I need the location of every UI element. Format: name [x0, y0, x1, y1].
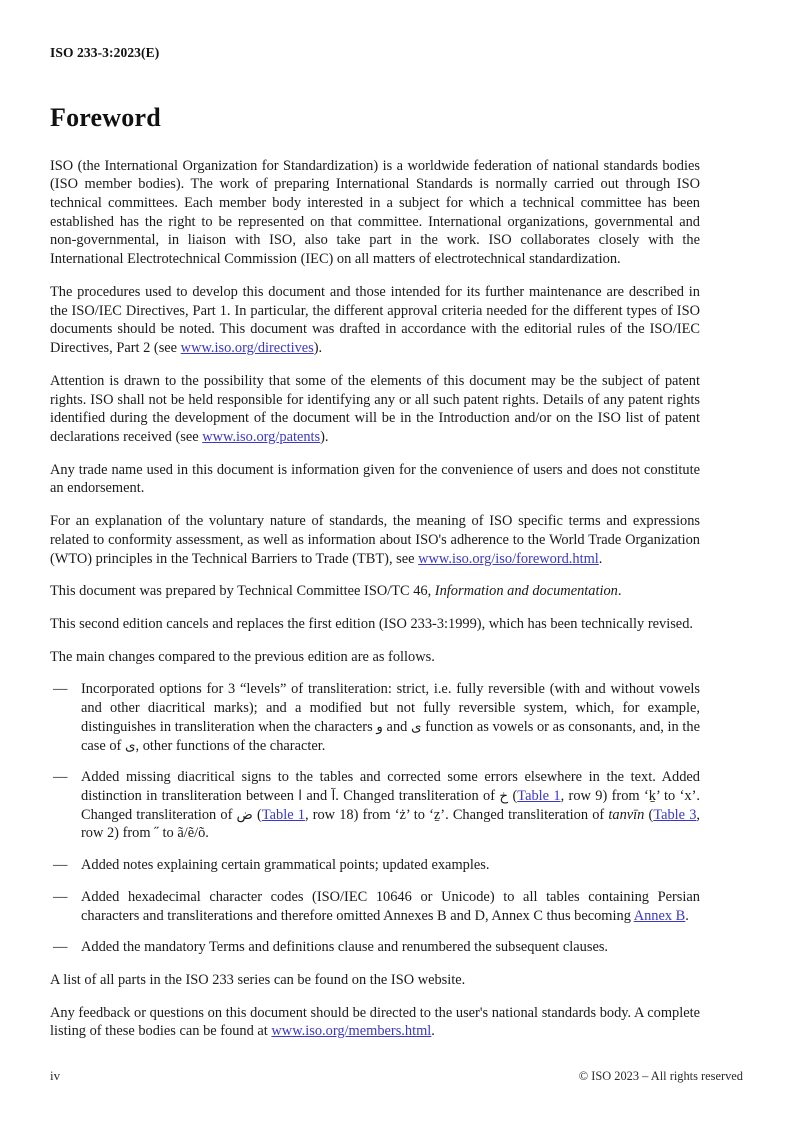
link-table-3[interactable]: Table 3	[653, 806, 697, 823]
list-item	[50, 938, 700, 957]
paragraph-text-tail: .	[617, 583, 622, 600]
paragraph-text: The main changes compared to the previous edition are as follows.	[50, 648, 435, 665]
list-item-text: Added hexadecimal character codes (ISO/IEC 10646 or Unicode) to all tables containing Persian characters and transliterations and therefore omitted Annexes B and D, Annex C thus becoming	[81, 888, 700, 924]
committee-title-italic: Information and documentation	[434, 583, 618, 600]
list-item-text: (	[252, 806, 262, 823]
list-dash-marker: —	[53, 681, 68, 698]
list-item-text: , row 18) from ‘ż’ to ‘ẕ’. Changed transliteration of	[304, 806, 609, 823]
paragraph-trade-name	[50, 461, 700, 498]
document-header-standard-number: ISO 233-3:2023(E)	[50, 45, 160, 60]
link-iso-patents[interactable]: www.iso.org/patents	[202, 428, 321, 445]
paragraph-text: A list of all parts in the ISO 233 series can be found on the ISO website.	[50, 972, 466, 989]
paragraph-text: Attention is drawn to the possibility that some of the elements of this document may be the subject of patent rights. ISO shall not be held responsible for identifying any or all such patent rights. Details of any patent rights identified during the development of the document will be in the Introduction and/or on the ISO list of patent declarations received (see	[50, 372, 700, 445]
list-item-text: Incorporated options for 3 “levels” of transliteration: strict, i.e. fully reversible (with and without vowels and other diacritical marks); and a modified but not fully reversible system, which, for example, distinguishes in transliteration when the characters	[81, 681, 700, 735]
list-item-text: . Changed transliteration of	[335, 788, 500, 804]
document-body	[50, 104, 700, 1055]
paragraph-text: This document was prepared by Technical Committee ISO/TC 46,	[50, 583, 435, 600]
link-table-1[interactable]: Table 1	[517, 788, 561, 804]
link-iso-foreword[interactable]: www.iso.org/iso/foreword.html	[418, 550, 599, 567]
paragraph-procedures	[50, 283, 700, 358]
document-footer	[50, 1068, 743, 1086]
paragraph-main-changes-intro	[50, 648, 700, 667]
arabic-char-alef-madda: آ	[331, 788, 336, 804]
paragraph-text: ISO (the International Organization for Standardization) is a worldwide federation of national standards bodies (ISO member bodies). The work of preparing International Standards is normally carried out through ISO technical committees. Each member body interested in a subject for which a technical committee has been established has the right to be represented on that committee. International organizations, governmental and non-governmental, in liaison with ISO, also take part in the work. ISO collaborates closely with the International Electrotechnical Commission (IEC) on all matters of electrotechnical standardization.	[50, 157, 700, 268]
arabic-char-yeh-2: ی	[124, 737, 136, 754]
list-item-text: and	[382, 718, 412, 735]
paragraph-all-parts	[50, 971, 700, 990]
list-item-text: , other functions of the character.	[135, 737, 326, 754]
arabic-char-yeh: ی	[411, 718, 422, 735]
arabic-char-alef: ا	[298, 788, 303, 804]
paragraph-text: The procedures used to develop this document and those intended for its further maintenance are described in the ISO/IEC Directives, Part 1. In particular, the different approval criteria needed for the different types of ISO documents should be noted. This document was drafted in accordance with the editorial rules of the ISO/IEC Directives, Part 2 (see	[50, 283, 700, 357]
paragraph-text-tail: ).	[320, 428, 329, 445]
link-iso-members[interactable]: www.iso.org/members.html	[271, 1023, 432, 1040]
paragraph-patent-rights	[50, 372, 700, 447]
list-dash-marker: —	[53, 769, 68, 786]
list-dash-marker: —	[53, 888, 68, 905]
list-item-text: and	[302, 788, 332, 804]
paragraph-text: For an explanation of the voluntary nature of standards, the meaning of ISO specific terms and expressions related to conformity assessment, as well as information about ISO's adherence to the World Trade Organization (WTO) principles in the Technical Barriers to Trade (TBT), see	[50, 513, 700, 567]
paragraph-second-edition	[50, 615, 700, 634]
arabic-char-waw: و	[376, 718, 383, 735]
link-table-1-second[interactable]: Table 1	[261, 806, 305, 823]
link-iso-directives[interactable]: www.iso.org/directives	[180, 340, 314, 357]
list-item-text: Added the mandatory Terms and definitions clause and renumbered the subsequent clauses.	[81, 939, 609, 956]
term-tanvin-italic: tanvīn	[608, 806, 645, 823]
list-item	[50, 888, 700, 925]
list-dash-marker: —	[53, 939, 68, 956]
list-item-text: Added notes explaining certain grammatical points; updated examples.	[81, 857, 490, 874]
arabic-char-khe: خ	[499, 788, 509, 804]
paragraph-text: Any feedback or questions on this document should be directed to the user's national standards body. A complete listing of these bodies can be found at	[50, 1004, 700, 1040]
list-item-text: , row 9) from ‘ḵ’ to ‘x’. Changed transliteration of	[81, 788, 700, 823]
page-title: Foreword	[50, 103, 161, 132]
paragraph-iso-description	[50, 157, 700, 269]
paragraph-text-tail: .	[598, 550, 603, 567]
list-item-text: (	[644, 806, 654, 823]
list-item	[50, 856, 700, 875]
list-item-text: Added missing diacritical signs to the tables and corrected some errors elsewhere in the text. Added distinction in transliteration between	[81, 769, 700, 804]
arabic-char-zad: ض	[236, 806, 253, 823]
list-item-text: (	[508, 788, 518, 804]
list-item-text: .	[685, 907, 689, 924]
page-number: iv	[50, 1068, 61, 1083]
link-annex-b[interactable]: Annex B	[633, 907, 686, 924]
paragraph-voluntary-nature	[50, 512, 700, 568]
copyright-notice: © ISO 2023 – All rights reserved	[578, 1069, 743, 1083]
paragraph-technical-committee	[50, 582, 700, 601]
paragraph-text-tail: ).	[313, 340, 323, 357]
paragraph-text: This second edition cancels and replaces the first edition (ISO 233-3:1999), which has been technically revised.	[50, 615, 693, 632]
list-item	[50, 680, 700, 755]
list-dash-marker: —	[53, 857, 68, 874]
paragraph-feedback	[50, 1004, 700, 1041]
paragraph-text-tail: .	[431, 1023, 435, 1040]
list-item	[50, 768, 700, 843]
changes-list	[50, 680, 700, 957]
list-item-text: function as vowels or as consonants, and, in the case of	[81, 718, 700, 754]
list-item-text: , row 2) from ˝ to ã/ẽ/õ.	[81, 806, 701, 842]
paragraph-text: Any trade name used in this document is information given for the convenience of users and does not constitute an endorsement.	[50, 461, 700, 497]
